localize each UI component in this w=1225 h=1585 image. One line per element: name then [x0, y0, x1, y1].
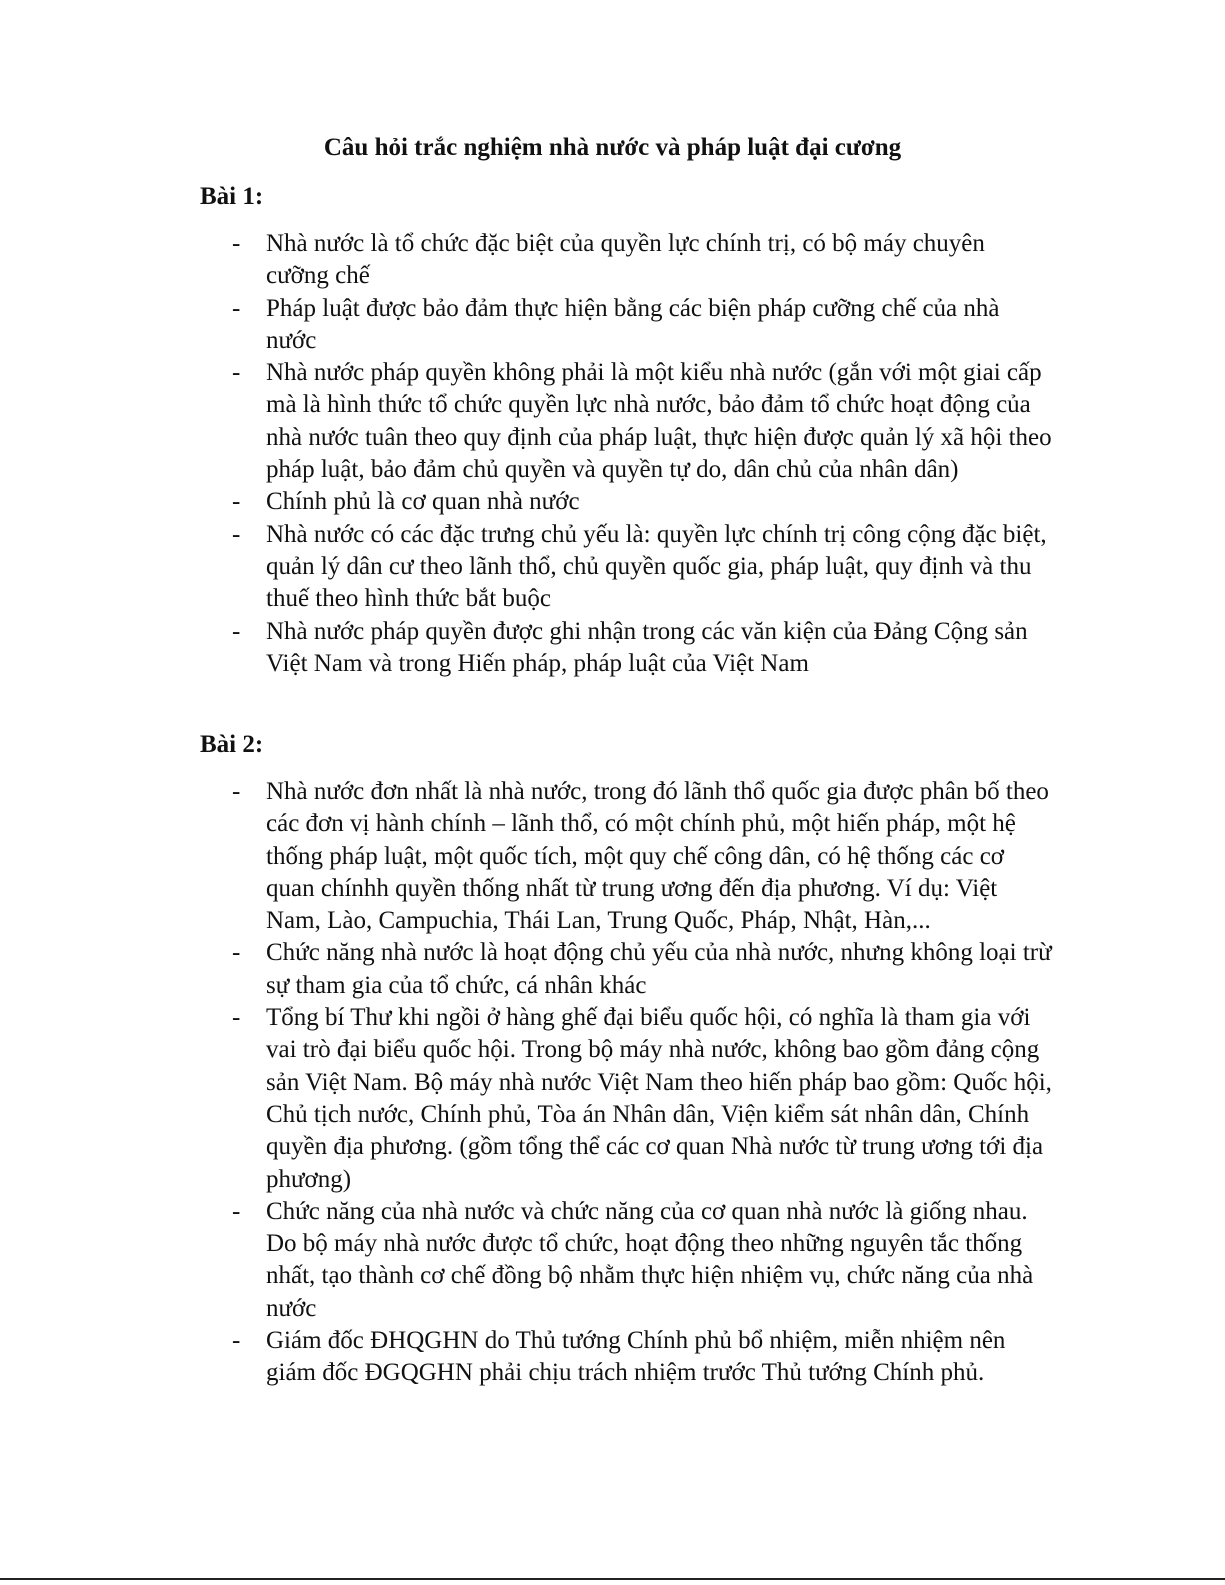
list-item: [232, 357, 1052, 486]
list-item-text: Nhà nước đơn nhất là nhà nước, trong đó lãnh thổ quốc gia được phân bố theo các đơn vị hành chính – lãnh thổ, có một chính phủ, một hiến pháp, một hệ thống pháp luật, một quốc tích, một quy chế công dân, có hệ thống các cơ quan chínhh quyền thống nhất từ trung ương đến địa phương. Ví dụ: Việt Nam, Lào, Campuchia, Thái Lan, Trung Quốc, Pháp, Nhật, Hàn,...: [266, 778, 1049, 935]
list-item: [232, 1002, 1052, 1196]
bullet-dash: -: [232, 1197, 241, 1225]
bullet-dash: -: [232, 359, 241, 387]
list-item-text: Nhà nước pháp quyền không phải là một kiểu nhà nước (gắn với một giai cấp mà là hình thức tổ chức quyền lực nhà nước, bảo đảm tổ chức hoạt động của nhà nước tuân theo quy định của pháp luật, thực hiện được quản lý xã hội theo pháp luật, bảo đảm chủ quyền và quyền tự do, dân chủ của nhân dân): [266, 359, 1052, 484]
bullet-dash: -: [232, 1327, 241, 1355]
list-item: [232, 486, 1052, 518]
list-item: [232, 1196, 1052, 1325]
section-heading-bai-1: Bài 1:: [200, 183, 264, 210]
list-item-text: Nhà nước là tổ chức đặc biệt của quyền lực chính trị, có bộ máy chuyên cưỡng chế: [266, 230, 985, 290]
bullet-dash: -: [232, 617, 241, 645]
bullet-dash: -: [232, 939, 241, 967]
bullet-dash: -: [232, 488, 241, 516]
page-title: Câu hỏi trắc nghiệm nhà nước và pháp luật đại cương: [323, 134, 902, 161]
bullet-dash: -: [232, 520, 241, 548]
bullet-dash: -: [232, 778, 241, 805]
list-item-text: Nhà nước pháp quyền được ghi nhận trong các văn kiện của Đảng Cộng sản Việt Nam và trong Hiến pháp, pháp luật của Việt Nam: [266, 617, 1028, 677]
bullet-dash: -: [232, 294, 241, 322]
list-item: [232, 776, 1052, 937]
list-item: [232, 293, 1052, 358]
list-item-text: Nhà nước có các đặc trưng chủ yếu là: quyền lực chính trị công cộng đặc biệt, quản lý dân cư theo lãnh thổ, chủ quyền quốc gia, pháp luật, quy định và thu thuế theo hình thức bắt buộc: [266, 520, 1047, 613]
list-item: [232, 228, 1052, 293]
list-item-text: Pháp luật được bảo đảm thực hiện bằng các biện pháp cưỡng chế của nhà nước: [266, 294, 1000, 354]
list-item: [232, 519, 1052, 616]
bullet-dash: -: [232, 230, 241, 257]
page-bottom-divider: [0, 1578, 1225, 1580]
list-item: [232, 616, 1052, 681]
bullet-dash: -: [232, 1004, 241, 1032]
list-item-text: Chính phủ là cơ quan nhà nước: [266, 488, 580, 516]
list-item: [232, 937, 1052, 1002]
section-heading-bai-2: Bài 2:: [200, 731, 264, 758]
list-item-text: Giám đốc ĐHQGHN do Thủ tướng Chính phủ bổ nhiệm, miễn nhiệm nên giám đốc ĐGQGHN phải chịu trách nhiệm trước Thủ tướng Chính phủ.: [266, 1327, 1006, 1387]
list-item-text: Chức năng nhà nước là hoạt động chủ yếu của nhà nước, nhưng không loại trừ sự tham gia của tổ chức, cá nhân khác: [266, 939, 1052, 999]
list-item-text: Tổng bí Thư khi ngồi ở hàng ghế đại biểu quốc hội, có nghĩa là tham gia với vai trò đại biểu quốc hội. Trong bộ máy nhà nước, không bao gồm đảng cộng sản Việt Nam. Bộ máy nhà nước Việt Nam theo hiến pháp bao gồm: Quốc hội, Chủ tịch nước, Chính phủ, Tòa án Nhân dân, Viện kiểm sát nhân dân, Chính quyền địa phương. (gồm tổng thể các cơ quan Nhà nước từ trung ương tới địa phương): [266, 1004, 1052, 1193]
list-item-text: Chức năng của nhà nước và chức năng của cơ quan nhà nước là giống nhau. Do bộ máy nhà nước được tổ chức, hoạt động theo những nguyên tắc thống nhất, tạo thành cơ chế đồng bộ nhằm thực hiện nhiệm vụ, chức năng của nhà nước: [266, 1197, 1034, 1322]
section-1-list: [232, 228, 1052, 680]
list-item: [232, 1325, 1052, 1390]
section-2-list: [232, 776, 1052, 1390]
